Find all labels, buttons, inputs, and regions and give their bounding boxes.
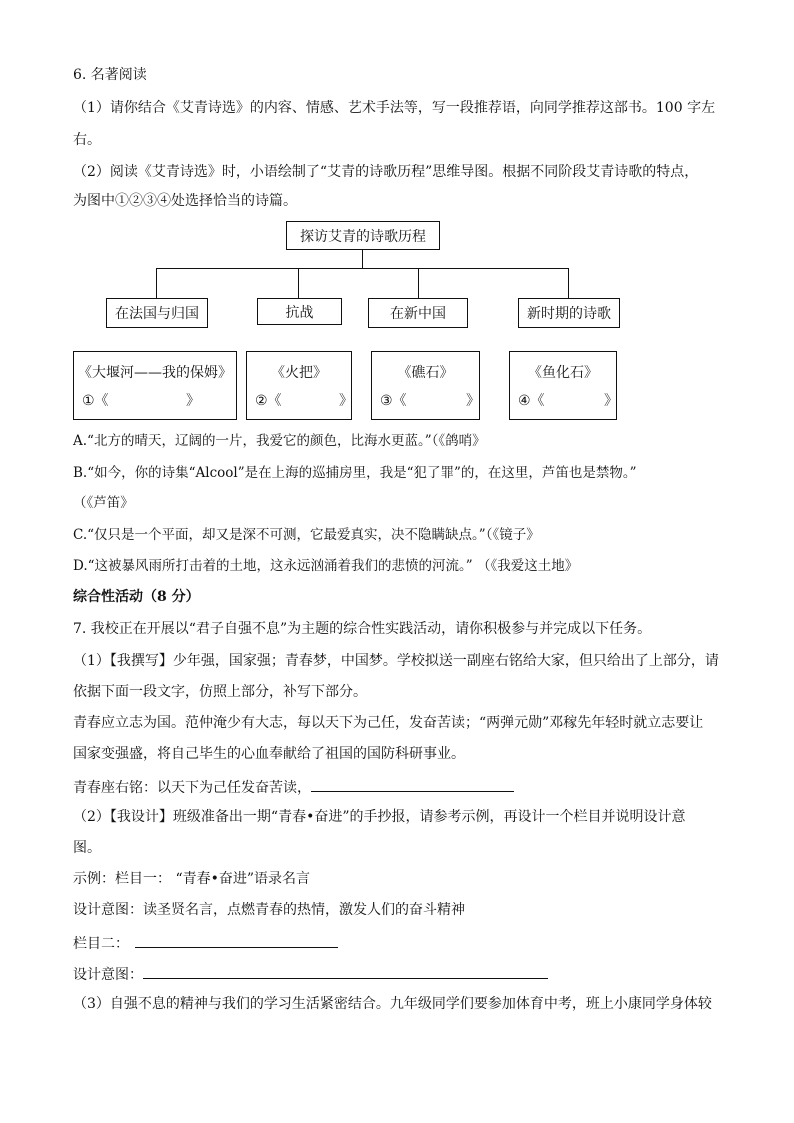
- q6-part1-line1: （1）请你结合《艾青诗选》的内容、情感、艺术手法等，写一段推荐语，向同学推荐这部书。100 字左: [73, 100, 716, 116]
- connector: [418, 268, 419, 298]
- mind-map-root: 探访艾青的诗歌历程: [286, 221, 440, 250]
- option-a: A.“北方的晴天，辽阔的一片，我爱它的颜色，比海水更蓝。”（《鸽哨》: [73, 433, 486, 449]
- poem-box: [73, 351, 237, 420]
- stage-box: 在法国与归国: [106, 298, 208, 328]
- q6-part1-line2: 右。: [73, 132, 101, 148]
- q7-part1-line2: 依据下面一段文字，仿照上部分，补写下部分。: [73, 684, 367, 700]
- q6-part2-line2: 为图中①②③④处选择恰当的诗篇。: [73, 193, 297, 209]
- poem-box: [246, 351, 352, 420]
- option-d: D.“这被暴风雨所打击着的土地，这永远汹涌着我们的悲愤的河流。” （《我爱这土地》: [73, 558, 579, 574]
- poem-blank: ②《 》: [255, 393, 353, 409]
- q7-intro: 7. 我校正在开展以“君子自强不息”为主题的综合性实践活动，请你积极参与并完成以下任务。: [73, 621, 652, 637]
- connector: [362, 250, 363, 269]
- poem-blank: ④《 》: [518, 393, 618, 409]
- poem-title: 《火把》: [271, 365, 327, 381]
- intent2-answer-blank[interactable]: [143, 964, 548, 979]
- q7-column2: [73, 933, 338, 953]
- poem-box: [509, 351, 617, 420]
- q7-passage-line2: 国家变强盛，将自己毕生的心血奉献给了祖国的国防科研事业。: [73, 746, 465, 762]
- poem-title: 《鱼化石》: [528, 365, 598, 381]
- poem-blank: ③《 》: [380, 393, 480, 409]
- connector: [156, 268, 157, 298]
- q7-passage-line1: 青春应立志为国。范仲淹少有大志，每以天下为己任，发奋苦读；“两弹元勋”邓稼先年轻时就立志要让: [73, 715, 704, 731]
- poem-blank: ①《 》: [82, 393, 200, 409]
- q7-part3-line1: （3）自强不息的精神与我们的学习生活紧密结合。九年级同学们要参加体育中考，班上小康同学身体较: [73, 996, 712, 1012]
- intent2-label: 设计意图：: [73, 967, 143, 983]
- q7-part2-line2: 图。: [73, 840, 101, 856]
- connector: [568, 268, 569, 298]
- section-heading: 综合性活动（8 分）: [73, 589, 200, 605]
- stage-box: 抗战: [257, 298, 342, 325]
- q6-title: 6. 名著阅读: [73, 67, 147, 83]
- stage-box: 新时期的诗歌: [518, 298, 620, 328]
- option-c: C.“仅只是一个平面，却又是深不可测，它最爱真实，决不隐瞒缺点。”（《镜子》: [73, 527, 540, 543]
- q7-part1-line1: （1）【我撰写】少年强，国家强；青春梦，中国梦。学校拟送一副座右铭给大家，但只给出了上部分，请: [73, 653, 719, 669]
- poem-title: 《大堰河——我的保姆》: [78, 365, 232, 381]
- q7-design-intent: 设计意图：读圣贤名言，点燃青春的热情，激发人们的奋斗精神: [73, 902, 465, 918]
- q7-motto: [73, 777, 514, 797]
- stage-box: 在新中国: [368, 298, 468, 328]
- motto-text: 青春座右铭：以天下为己任发奋苦读，: [73, 780, 311, 796]
- connector: [298, 268, 299, 298]
- option-b-line1: B.“如今，你的诗集“Alcool”是在上海的巡捕房里，我是“犯了罪”的，在这里，芦笛也是禁物。”: [73, 465, 637, 481]
- q7-example: 示例：栏目一： “青春•奋进”语录名言: [73, 871, 311, 887]
- poem-box: [371, 351, 480, 420]
- q6-part2-line1: （2）阅读《艾青诗选》时，小语绘制了“艾青的诗歌历程”思维导图。根据不同阶段艾青诗歌的特点，: [73, 164, 699, 180]
- option-b-line2: （《芦笛》: [73, 495, 134, 511]
- motto-answer-blank[interactable]: [311, 777, 514, 792]
- column2-answer-blank[interactable]: [135, 933, 338, 948]
- poem-title: 《礁石》: [397, 365, 454, 381]
- column2-label: 栏目二：: [73, 936, 129, 952]
- connector: [156, 268, 569, 269]
- q7-intent2: [73, 964, 548, 984]
- q7-part2-line1: （2）【我设计】班级准备出一期“青春•奋进”的手抄报，请参考示例，再设计一个栏目并说明设计意: [73, 809, 686, 825]
